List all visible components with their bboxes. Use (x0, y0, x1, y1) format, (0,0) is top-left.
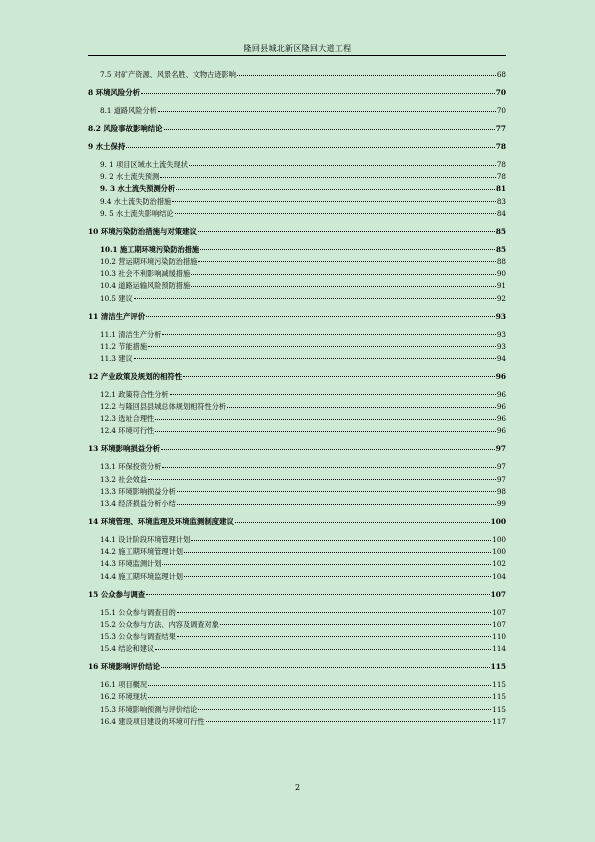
toc-entry-page: 100 (492, 547, 506, 557)
dot-leader (146, 594, 489, 595)
page-number: 2 (294, 783, 301, 792)
dot-leader (134, 358, 496, 359)
toc-entry-label: 15.3 环境影响预测与评价结论 (100, 704, 198, 714)
toc-section-entry[interactable] (88, 390, 506, 399)
toc-entry-page: 93 (496, 341, 506, 351)
dot-leader (184, 576, 491, 577)
toc-entry-page: 88 (496, 256, 506, 266)
toc-entry-page: 92 (496, 293, 506, 303)
toc-entry-label: 14 环境管理、环境监理及环境监测制度建议 (88, 517, 234, 526)
dot-leader (141, 93, 495, 94)
toc-entry-label: 8.1 道路风险分析 (100, 106, 157, 115)
toc-section-entry[interactable] (88, 487, 506, 496)
toc-entry-page: 77 (495, 124, 506, 133)
toc-entry-page: 100 (492, 535, 506, 544)
toc-entry-page: 97 (496, 462, 506, 472)
dot-leader (162, 564, 491, 565)
toc-section-entry[interactable] (88, 680, 506, 689)
toc-entry-label: 15 公众参与调查 (88, 589, 146, 599)
toc-entry-page: 68 (496, 70, 506, 79)
toc-entry-page: 93 (496, 329, 506, 339)
toc-entry-page: 107 (490, 589, 506, 599)
toc-entry-label: 9.4 水土流失防治措施 (100, 196, 172, 206)
dot-leader (160, 177, 496, 178)
toc-entry-page: 115 (490, 662, 506, 672)
toc-entry-label: 16.1 项目概况 (100, 680, 148, 690)
toc-section-entry[interactable] (88, 184, 506, 193)
toc-entry-page: 85 (495, 244, 506, 254)
dot-leader (148, 479, 496, 480)
toc-chapter-entry[interactable] (88, 227, 506, 236)
toc-entry-label: 15.2 公众参与方法、内容及调查对象 (100, 619, 219, 629)
toc-entry-label: 16.2 环境现状 (100, 692, 148, 702)
toc-chapter-entry[interactable] (88, 372, 506, 381)
toc-section-entry[interactable] (88, 209, 506, 218)
toc-entry-page: 78 (495, 142, 506, 151)
toc-section-entry[interactable] (88, 402, 506, 411)
dot-leader (177, 491, 496, 492)
toc-entry-label: 16.4 建设项目建设的环境可行性 (100, 716, 205, 726)
toc-section-entry[interactable] (88, 354, 506, 363)
toc-section-entry[interactable] (88, 608, 506, 617)
toc-entry-label: 10.2 营运期环境污染防治措施 (100, 256, 198, 266)
toc-entry-label: 14.1 设计阶段环境管理计划 (100, 535, 191, 544)
toc-entry-label: 10.4 道路运输风险预防措施 (100, 281, 191, 291)
running-header: 隆回县城北新区隆回大道工程 (243, 44, 352, 53)
dot-leader (176, 189, 495, 190)
toc-entry-label: 9. 5 水土流失影响结论 (100, 208, 174, 218)
toc-entry-label: 7.5 对矿产资源、风景名胜、文物古迹影响 (100, 70, 236, 79)
toc-entry-label: 13.1 环保投资分析 (100, 462, 162, 472)
toc-entry-label: 15.3 公众参与调查结果 (100, 631, 176, 641)
toc-entry-page: 99 (496, 499, 506, 508)
toc-section-entry[interactable] (88, 330, 506, 339)
toc-entry-page: 115 (492, 692, 506, 702)
toc-section-entry[interactable] (88, 342, 506, 351)
toc-entry-label: 13.2 社会效益 (100, 474, 148, 484)
toc-entry-page: 110 (492, 631, 506, 641)
toc-entry-page: 96 (496, 402, 506, 412)
toc-entry-page: 107 (492, 619, 506, 629)
toc-entry-page: 115 (492, 704, 506, 714)
toc-entry-page: 85 (495, 226, 506, 236)
toc-entry-label: 10.5 建议 (100, 293, 133, 303)
dot-leader (155, 649, 491, 650)
toc-entry-page: 96 (496, 426, 506, 436)
toc-chapter-entry[interactable] (88, 124, 506, 133)
dot-leader (134, 298, 496, 299)
toc-section-entry[interactable] (88, 414, 506, 423)
toc-entry-label: 13.4 经济损益分析小结 (100, 499, 176, 508)
toc-section-entry[interactable] (88, 106, 506, 115)
dot-leader (155, 431, 496, 432)
toc-section-entry[interactable] (88, 705, 506, 714)
toc-entry-label: 13.3 环境影响损益分析 (100, 486, 176, 496)
toc-entry-label: 14.2 施工期环境管理计划 (100, 547, 183, 557)
toc-entry-page: 90 (496, 269, 506, 279)
dot-leader (177, 612, 491, 613)
toc-chapter-entry[interactable] (88, 662, 506, 671)
toc-section-entry[interactable] (88, 692, 506, 701)
toc-entry-label: 12.3 选址合理性 (100, 414, 155, 424)
dot-leader (148, 685, 491, 686)
dot-leader (206, 721, 492, 722)
toc-entry-page: 107 (492, 607, 506, 617)
dot-leader (126, 147, 494, 148)
dot-leader (162, 334, 495, 335)
toc-entry-page: 96 (495, 371, 506, 381)
toc-section-entry[interactable] (88, 717, 506, 726)
dot-leader (200, 249, 495, 250)
toc-chapter-entry[interactable] (88, 312, 506, 321)
toc-entry-page: 93 (495, 311, 506, 321)
dot-leader (198, 261, 495, 262)
table-of-contents (88, 70, 506, 726)
toc-entry-page: 94 (496, 353, 506, 363)
toc-entry-page: 96 (496, 389, 506, 399)
toc-entry-page: 96 (496, 414, 506, 424)
dot-leader (198, 231, 495, 232)
dot-leader (175, 213, 496, 214)
toc-entry-page: 91 (496, 281, 506, 291)
dot-leader (177, 636, 491, 637)
dot-leader (148, 697, 491, 698)
toc-section-entry[interactable] (88, 172, 506, 181)
toc-section-entry[interactable] (88, 294, 506, 303)
toc-section-entry[interactable] (88, 572, 506, 581)
toc-section-entry[interactable] (88, 70, 506, 79)
toc-entry-label: 11.2 节能措施 (100, 341, 148, 351)
toc-entry-page: 84 (496, 208, 506, 218)
toc-section-entry[interactable] (88, 547, 506, 556)
dot-leader (146, 316, 495, 317)
toc-entry-label: 11.1 清洁生产分析 (100, 329, 162, 339)
toc-entry-label: 9. 1 项目区域水土流失现状 (100, 160, 188, 169)
dot-leader (161, 449, 495, 450)
dot-leader (191, 286, 496, 287)
toc-entry-page: 98 (496, 486, 506, 496)
toc-section-entry[interactable] (88, 245, 506, 254)
toc-entry-label: 9 水土保持 (88, 142, 126, 151)
toc-entry-label: 8 环境风险分析 (88, 88, 141, 97)
dot-leader (189, 165, 496, 166)
dot-leader (191, 274, 496, 275)
dot-leader (184, 552, 491, 553)
toc-entry-label: 11.3 建议 (100, 353, 133, 363)
toc-chapter-entry[interactable] (88, 142, 506, 151)
toc-entry-page: 97 (496, 474, 506, 484)
toc-chapter-entry[interactable] (88, 517, 506, 526)
dot-leader (155, 419, 496, 420)
toc-entry-label: 12.4 环境可行性 (100, 426, 155, 436)
toc-entry-page: 97 (495, 444, 506, 454)
toc-entry-label: 12.1 政策符合性分析 (100, 389, 169, 399)
toc-entry-label: 11 清洁生产评价 (88, 311, 146, 321)
header-rule (88, 55, 506, 56)
toc-entry-label: 10.3 社会不利影响减缓措施 (100, 269, 191, 279)
toc-entry-label: 14.4 施工期环境监理计划 (100, 571, 183, 581)
toc-section-entry[interactable] (88, 197, 506, 206)
toc-entry-label: 9. 2 水土流失预测 (100, 172, 160, 182)
toc-section-entry[interactable] (88, 462, 506, 471)
toc-entry-label: 14.3 环境监测计划 (100, 559, 162, 569)
dot-leader (161, 667, 490, 668)
toc-section-entry[interactable] (88, 426, 506, 435)
toc-entry-label: 16 环境影响评价结论 (88, 662, 160, 672)
toc-section-entry[interactable] (88, 281, 506, 290)
dot-leader (235, 522, 490, 523)
dot-leader (162, 467, 495, 468)
toc-section-entry[interactable] (88, 535, 506, 544)
toc-entry-label: 12.2 与隆回县县城总体规划相符性分析 (100, 402, 227, 412)
dot-leader (191, 540, 491, 541)
toc-entry-label: 13 环境影响损益分析 (88, 444, 160, 454)
toc-entry-label: 9. 3 水土流失预测分析 (100, 184, 176, 194)
toc-section-entry[interactable] (88, 475, 506, 484)
toc-entry-page: 81 (495, 184, 506, 194)
dot-leader (172, 201, 496, 202)
toc-section-entry[interactable] (88, 559, 506, 568)
toc-entry-page: 104 (492, 571, 506, 581)
toc-entry-page: 102 (492, 559, 506, 569)
toc-section-entry[interactable] (88, 269, 506, 278)
toc-section-entry[interactable] (88, 632, 506, 641)
toc-section-entry[interactable] (88, 620, 506, 629)
dot-leader (237, 75, 496, 76)
toc-entry-page: 78 (496, 172, 506, 182)
toc-chapter-entry[interactable] (88, 88, 506, 97)
toc-chapter-entry[interactable] (88, 590, 506, 599)
dot-leader (158, 111, 496, 112)
toc-entry-label: 12 产业政策及规划的相符性 (88, 371, 183, 381)
toc-section-entry[interactable] (88, 644, 506, 653)
toc-chapter-entry[interactable] (88, 444, 506, 453)
dot-leader (164, 129, 495, 130)
toc-entry-page: 78 (496, 160, 506, 169)
toc-entry-label: 15.1 公众参与调查目的 (100, 607, 176, 617)
toc-entry-page: 70 (495, 88, 506, 97)
toc-section-entry[interactable] (88, 499, 506, 508)
toc-entry-label: 10 环境污染防治措施与对策建议 (88, 226, 197, 236)
toc-entry-label: 10.1 施工期环境污染防治措施 (100, 244, 200, 254)
dot-leader (170, 394, 496, 395)
toc-section-entry[interactable] (88, 160, 506, 169)
toc-entry-label: 8.2 风险事故影响结论 (88, 124, 163, 133)
toc-section-entry[interactable] (88, 257, 506, 266)
dot-leader (220, 624, 491, 625)
toc-entry-page: 83 (496, 196, 506, 206)
dot-leader (183, 376, 495, 377)
toc-entry-page: 115 (492, 680, 506, 690)
dot-leader (227, 407, 496, 408)
dot-leader (177, 504, 496, 505)
dot-leader (148, 346, 496, 347)
toc-entry-page: 114 (492, 644, 506, 654)
toc-entry-label: 15.4 结论和建议 (100, 644, 155, 654)
dot-leader (198, 709, 491, 710)
toc-entry-page: 100 (490, 517, 506, 526)
toc-entry-page: 70 (496, 106, 506, 115)
toc-entry-page: 117 (492, 716, 506, 726)
